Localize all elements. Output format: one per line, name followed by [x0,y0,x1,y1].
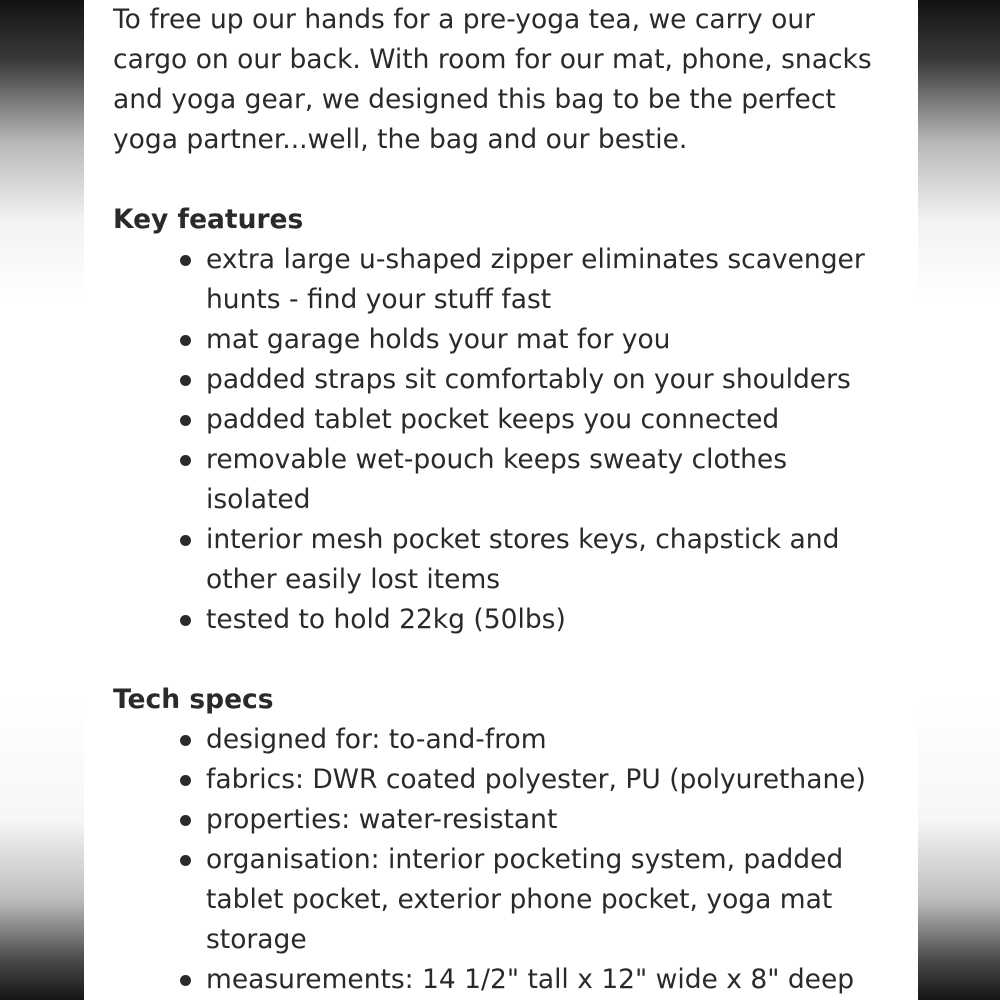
list-item-text: removable wet-pouch keeps sweaty clothes isolated [206,444,788,515]
list-item-text: padded straps sit comfortably on your shoulders [206,364,851,395]
list-item-text: mat garage holds your mat for you [206,324,671,355]
list-item-text: interior mesh pocket stores keys, chapstick and other easily lost items [206,524,840,595]
list-item [206,440,893,520]
list-item [206,600,893,640]
list-item-text: padded tablet pocket keeps you connected [206,404,780,435]
bullet-icon [180,815,191,826]
product-description-panel[interactable] [84,0,918,1000]
list-item [206,400,893,440]
key-features-list [113,240,893,640]
bullet-icon [180,615,191,626]
list-item [206,760,893,800]
list-item [206,240,893,320]
product-description-content [113,0,893,1000]
list-item-text: measurements: 14 1/2" tall x 12" wide x 8" deep [206,964,855,995]
list-item-text: fabrics: DWR coated polyester, PU (polyurethane) [206,764,866,795]
bullet-icon [180,975,191,986]
list-item [206,960,893,1000]
section-spacer [113,640,893,680]
list-item [206,320,893,360]
bullet-icon [180,775,191,786]
list-item-text: designed for: to-and-from [206,724,547,755]
list-item [206,720,893,760]
list-item [206,520,893,600]
bullet-icon [180,375,191,386]
intro-paragraph: To free up our hands for a pre-yoga tea, we carry our cargo on our back. With room for our mat, phone, snacks and yoga gear, we designed this bag to be the perfect yoga partner...well, the bag and our bestie. [113,4,872,155]
bullet-icon [180,535,191,546]
list-item-text: organisation: interior pocketing system, padded tablet pocket, exterior phone pocket, yoga mat storage [206,844,844,955]
tech-specs-heading: Tech specs [113,684,274,715]
tech-specs-list [113,720,893,1000]
bullet-icon [180,255,191,266]
bullet-icon [180,735,191,746]
list-item [206,800,893,840]
bullet-icon [180,455,191,466]
list-item-text: properties: water-resistant [206,804,558,835]
bullet-icon [180,335,191,346]
list-item [206,840,893,960]
bullet-icon [180,415,191,426]
list-item-text: extra large u-shaped zipper eliminates scavenger hunts - find your stuff fast [206,244,865,315]
list-item [206,360,893,400]
bullet-icon [180,855,191,866]
list-item-text: tested to hold 22kg (50lbs) [206,604,566,635]
key-features-heading: Key features [113,204,304,235]
